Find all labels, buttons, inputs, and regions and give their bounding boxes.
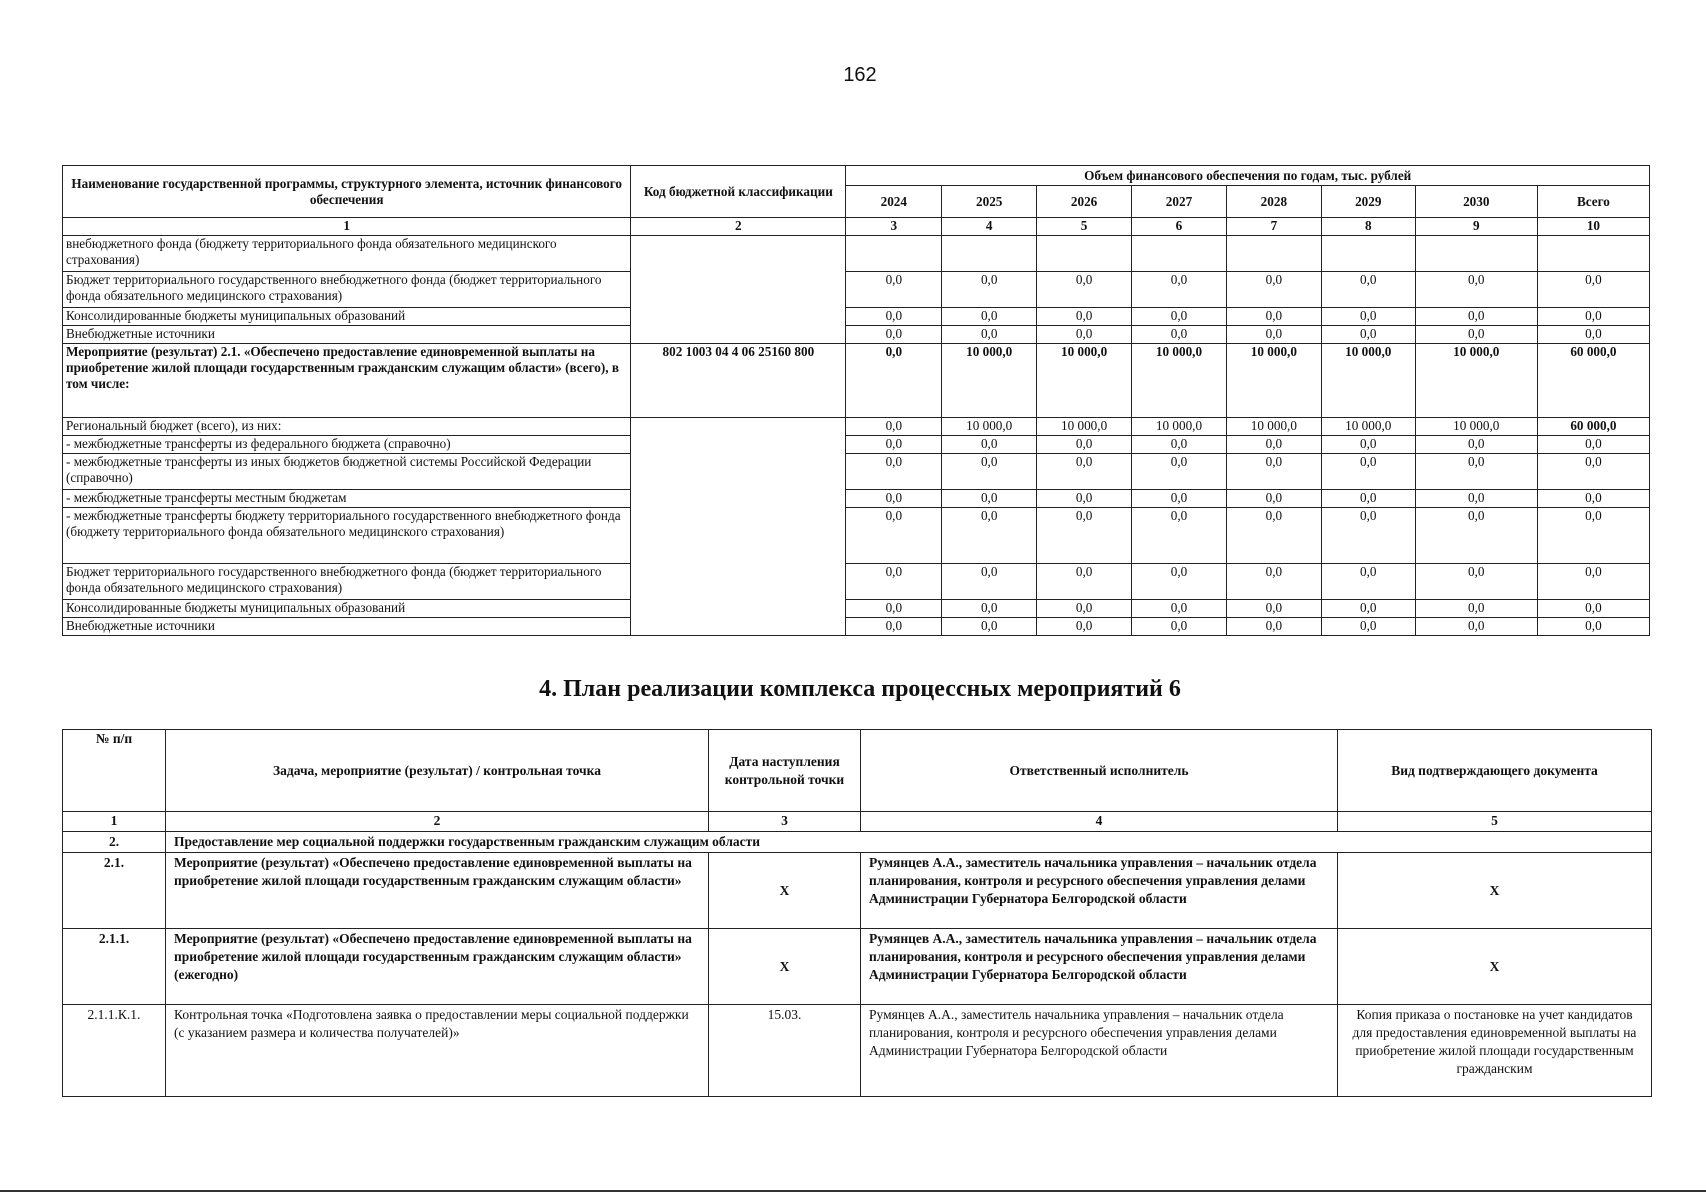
value-cell: 0,0 [1321, 564, 1415, 600]
value-cell [846, 236, 942, 272]
value-cell: 10 000,0 [1321, 344, 1415, 418]
value-cell: 0,0 [1321, 308, 1415, 326]
value-cell: 0,0 [1321, 272, 1415, 308]
value-cell: 0,0 [1321, 600, 1415, 618]
value-cell: 0,0 [942, 436, 1037, 454]
row-doc: Х [1338, 929, 1652, 1005]
finance-row [63, 564, 1650, 600]
finance-row [63, 600, 1650, 618]
value-cell: 0,0 [1132, 618, 1227, 636]
finance-row [63, 418, 1650, 436]
index-row [63, 218, 1650, 236]
row-code: 802 1003 04 4 06 25160 800 [631, 344, 846, 418]
finance-table [62, 165, 1650, 636]
value-cell: 0,0 [846, 564, 942, 600]
header-year: 2026 [1037, 186, 1132, 218]
value-cell: 0,0 [1037, 272, 1132, 308]
value-cell: 0,0 [942, 326, 1037, 344]
value-cell: 0,0 [1037, 436, 1132, 454]
row-name: Консолидированные бюджеты муниципальных образований [63, 600, 631, 618]
section-row [63, 832, 1652, 853]
value-cell: 0,0 [1321, 508, 1415, 564]
value-cell: 0,0 [942, 564, 1037, 600]
row-name: - межбюджетные трансферты местным бюджетам [63, 490, 631, 508]
value-cell: 0,0 [1226, 308, 1321, 326]
row-date: Х [709, 929, 861, 1005]
row-doc: Х [1338, 853, 1652, 929]
row-task: Контрольная точка «Подготовлена заявка о предоставлении меры социальной поддержки (с указанием размера и количества получателей)» [166, 1005, 709, 1097]
row-responsible: Румянцев А.А., заместитель начальника управления – начальник отдела планирования, контроля и ресурсного обеспечения управления делами Администрации Губернатора Белгородской области [861, 1005, 1338, 1097]
value-cell: 60 000,0 [1537, 344, 1649, 418]
value-cell: 0,0 [1132, 308, 1227, 326]
value-cell: 0,0 [1321, 326, 1415, 344]
finance-row [63, 326, 1650, 344]
value-cell [1132, 236, 1227, 272]
value-cell: 10 000,0 [942, 418, 1037, 436]
row-name: Бюджет территориального государственного внебюджетного фонда (бюджет территориального фонда обязательного медицинского страхования) [63, 564, 631, 600]
index-row [63, 812, 1652, 832]
value-cell: 0,0 [846, 436, 942, 454]
value-cell: 0,0 [1037, 600, 1132, 618]
value-cell: 0,0 [1321, 454, 1415, 490]
finance-row [63, 508, 1650, 564]
row-name: - межбюджетные трансферты бюджету территориального государственного внебюджетного фонда (бюджету территориального фонда обязательного медицинского страхования) [63, 508, 631, 564]
value-cell: 0,0 [1132, 490, 1227, 508]
value-cell: 10 000,0 [1037, 418, 1132, 436]
index-cell: 5 [1037, 218, 1132, 236]
value-cell: 0,0 [1537, 436, 1649, 454]
row-name: внебюджетного фонда (бюджету территориального фонда обязательного медицинского страхования) [63, 236, 631, 272]
value-cell: 10 000,0 [1415, 344, 1537, 418]
index-cell: 9 [1415, 218, 1537, 236]
value-cell: 0,0 [1537, 454, 1649, 490]
value-cell: 0,0 [1415, 508, 1537, 564]
row-name: - межбюджетные трансферты из федерального бюджета (справочно) [63, 436, 631, 454]
finance-row [63, 454, 1650, 490]
value-cell: 0,0 [1226, 618, 1321, 636]
row-num: 2.1.1. [63, 929, 166, 1005]
value-cell: 0,0 [1226, 454, 1321, 490]
header-responsible: Ответственный исполнитель [861, 730, 1338, 812]
value-cell: 0,0 [942, 308, 1037, 326]
row-code [631, 236, 846, 344]
section-text: Предоставление мер социальной поддержки государственным гражданским служащим области [166, 832, 1652, 853]
value-cell: 0,0 [1537, 490, 1649, 508]
index-cell: 2 [631, 218, 846, 236]
header-doc: Вид подтверждающего документа [1338, 730, 1652, 812]
value-cell [1537, 236, 1649, 272]
value-cell: 10 000,0 [1415, 418, 1537, 436]
value-cell: 0,0 [1132, 600, 1227, 618]
value-cell: 0,0 [1415, 490, 1537, 508]
plan-row [63, 1005, 1652, 1097]
value-cell: 0,0 [1321, 618, 1415, 636]
plan-row [63, 853, 1652, 929]
section-num: 2. [63, 832, 166, 853]
value-cell: 0,0 [846, 308, 942, 326]
value-cell: 0,0 [1226, 326, 1321, 344]
value-cell: 0,0 [942, 454, 1037, 490]
value-cell: 0,0 [1415, 600, 1537, 618]
value-cell: 0,0 [1037, 454, 1132, 490]
value-cell: 0,0 [846, 618, 942, 636]
index-cell: 3 [709, 812, 861, 832]
value-cell: 10 000,0 [942, 344, 1037, 418]
page-number: 162 [843, 64, 877, 86]
value-cell: 0,0 [1321, 436, 1415, 454]
value-cell: 0,0 [846, 272, 942, 308]
index-cell: 1 [63, 812, 166, 832]
value-cell: 0,0 [1037, 308, 1132, 326]
header-total: Всего [1537, 186, 1649, 218]
value-cell: 0,0 [1537, 272, 1649, 308]
value-cell: 0,0 [942, 508, 1037, 564]
value-cell: 0,0 [1415, 308, 1537, 326]
value-cell: 0,0 [942, 618, 1037, 636]
value-cell: 0,0 [1226, 272, 1321, 308]
value-cell: 0,0 [846, 418, 942, 436]
row-date: 15.03. [709, 1005, 861, 1097]
value-cell: 0,0 [1037, 618, 1132, 636]
index-cell: 4 [861, 812, 1338, 832]
value-cell: 0,0 [1415, 436, 1537, 454]
value-cell: 0,0 [1537, 600, 1649, 618]
value-cell: 0,0 [1537, 508, 1649, 564]
value-cell: 0,0 [1037, 564, 1132, 600]
plan-row [63, 929, 1652, 1005]
value-cell: 0,0 [1226, 564, 1321, 600]
value-cell: 0,0 [1226, 436, 1321, 454]
header-year: 2028 [1226, 186, 1321, 218]
row-responsible: Румянцев А.А., заместитель начальника управления – начальник отдела планирования, контроля и ресурсного обеспечения управления делами Администрации Губернатора Белгородской области [861, 929, 1338, 1005]
row-name: Консолидированные бюджеты муниципальных образований [63, 308, 631, 326]
value-cell: 0,0 [942, 600, 1037, 618]
index-cell: 1 [63, 218, 631, 236]
header-date: Дата наступления контрольной точки [709, 730, 861, 812]
row-task: Мероприятие (результат) «Обеспечено предоставление единовременной выплаты на приобретение жилой площади государственным гражданским служащим области» [166, 853, 709, 929]
row-num: 2.1. [63, 853, 166, 929]
row-name: Внебюджетные источники [63, 326, 631, 344]
index-cell: 6 [1132, 218, 1227, 236]
row-name: Внебюджетные источники [63, 618, 631, 636]
row-date: Х [709, 853, 861, 929]
section-title: 4. План реализации комплекса процессных мероприятий 6 [539, 676, 1181, 702]
value-cell: 0,0 [846, 326, 942, 344]
value-cell: 0,0 [1537, 618, 1649, 636]
finance-row [63, 344, 1650, 418]
index-cell: 8 [1321, 218, 1415, 236]
value-cell [942, 236, 1037, 272]
finance-row [63, 308, 1650, 326]
value-cell: 0,0 [1537, 564, 1649, 600]
value-cell: 0,0 [1226, 508, 1321, 564]
bottom-rule [0, 1190, 1706, 1192]
value-cell: 0,0 [846, 454, 942, 490]
header-num: № п/п [63, 730, 166, 812]
header-volume: Объем финансового обеспечения по годам, тыс. рублей [846, 166, 1650, 186]
row-code [631, 418, 846, 636]
value-cell: 0,0 [1537, 308, 1649, 326]
header-year: 2030 [1415, 186, 1537, 218]
index-cell: 2 [166, 812, 709, 832]
finance-row [63, 272, 1650, 308]
header-year: 2027 [1132, 186, 1227, 218]
header-task: Задача, мероприятие (результат) / контрольная точка [166, 730, 709, 812]
value-cell: 0,0 [846, 490, 942, 508]
row-name: Мероприятие (результат) 2.1. «Обеспечено предоставление единовременной выплаты на приобретение жилой площади государственным гражданским служащим области» (всего), в том числе: [63, 344, 631, 418]
value-cell [1415, 236, 1537, 272]
value-cell: 0,0 [1132, 508, 1227, 564]
value-cell: 0,0 [1415, 564, 1537, 600]
row-num: 2.1.1.К.1. [63, 1005, 166, 1097]
value-cell: 0,0 [1537, 326, 1649, 344]
index-cell: 7 [1226, 218, 1321, 236]
row-doc: Копия приказа о постановке на учет кандидатов для предоставления единовременной выплаты на приобретение жилой площади государственным гражданским [1338, 1005, 1652, 1097]
index-cell: 4 [942, 218, 1037, 236]
value-cell: 0,0 [1037, 490, 1132, 508]
row-task: Мероприятие (результат) «Обеспечено предоставление единовременной выплаты на приобретение жилой площади государственным гражданским служащим области» (ежегодно) [166, 929, 709, 1005]
header-year: 2029 [1321, 186, 1415, 218]
finance-row [63, 236, 1650, 272]
value-cell [1037, 236, 1132, 272]
finance-row [63, 490, 1650, 508]
value-cell: 0,0 [1226, 600, 1321, 618]
value-cell: 0,0 [846, 344, 942, 418]
value-cell: 0,0 [1132, 436, 1227, 454]
plan-table [62, 729, 1652, 1097]
index-cell: 5 [1338, 812, 1652, 832]
header-name: Наименование государственной программы, структурного элемента, источник финансового обеспечения [63, 166, 631, 218]
value-cell: 10 000,0 [1132, 344, 1227, 418]
row-name: Бюджет территориального государственного внебюджетного фонда (бюджет территориального фонда обязательного медицинского страхования) [63, 272, 631, 308]
header-code: Код бюджетной классификации [631, 166, 846, 218]
value-cell: 0,0 [1226, 490, 1321, 508]
header-year: 2025 [942, 186, 1037, 218]
row-responsible: Румянцев А.А., заместитель начальника управления – начальник отдела планирования, контроля и ресурсного обеспечения управления делами Администрации Губернатора Белгородской области [861, 853, 1338, 929]
header-year: 2024 [846, 186, 942, 218]
finance-row [63, 436, 1650, 454]
value-cell: 10 000,0 [1132, 418, 1227, 436]
value-cell: 0,0 [1132, 326, 1227, 344]
finance-row [63, 618, 1650, 636]
value-cell: 10 000,0 [1226, 344, 1321, 418]
value-cell: 0,0 [1037, 508, 1132, 564]
value-cell: 0,0 [1132, 564, 1227, 600]
row-name: - межбюджетные трансферты из иных бюджетов бюджетной системы Российской Федерации (справочно) [63, 454, 631, 490]
value-cell: 60 000,0 [1537, 418, 1649, 436]
value-cell: 0,0 [1415, 618, 1537, 636]
value-cell: 0,0 [1415, 272, 1537, 308]
value-cell: 10 000,0 [1321, 418, 1415, 436]
value-cell: 0,0 [942, 490, 1037, 508]
value-cell [1226, 236, 1321, 272]
value-cell: 0,0 [846, 508, 942, 564]
value-cell: 0,0 [1132, 272, 1227, 308]
value-cell: 0,0 [1037, 326, 1132, 344]
row-name: Региональный бюджет (всего), из них: [63, 418, 631, 436]
value-cell: 0,0 [846, 600, 942, 618]
index-cell: 10 [1537, 218, 1649, 236]
value-cell: 0,0 [942, 272, 1037, 308]
value-cell: 0,0 [1321, 490, 1415, 508]
value-cell: 0,0 [1415, 454, 1537, 490]
value-cell: 10 000,0 [1037, 344, 1132, 418]
index-cell: 3 [846, 218, 942, 236]
value-cell: 10 000,0 [1226, 418, 1321, 436]
value-cell [1321, 236, 1415, 272]
value-cell: 0,0 [1132, 454, 1227, 490]
value-cell: 0,0 [1415, 326, 1537, 344]
